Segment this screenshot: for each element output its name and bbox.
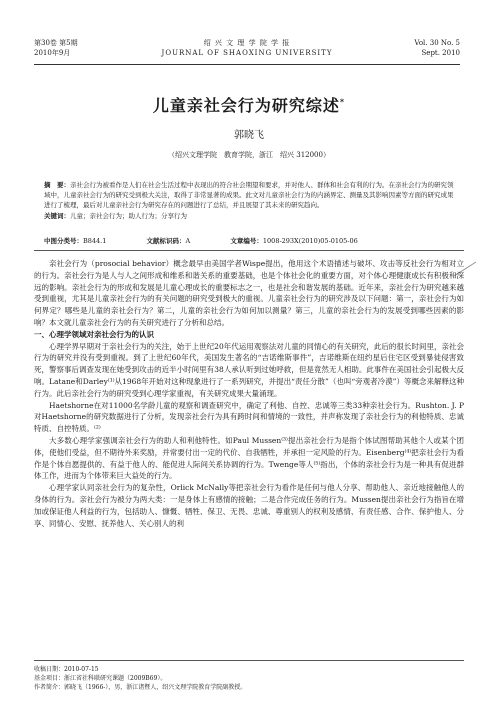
title-text: 儿童亲社会行为研究综述 <box>152 96 340 115</box>
affiliation: （绍兴文理学院 教育学院，浙江 绍兴 312000） <box>168 151 330 159</box>
header-center <box>34 38 460 58</box>
author-name: 郭晓飞 <box>234 130 264 141</box>
article-number-label: 文章编号： <box>230 237 263 245</box>
footnote-received: 收稿日期：2010-07-15 <box>34 666 99 673</box>
footnote-funding: 基金项目：浙江省社科联研究课题（2009B69）。 <box>34 675 167 682</box>
paragraph: 亲社会行为（prosocial behavior）概念最早由美国学者Wispe提出，他用这个术语描述与破坏、攻击等反社会行为相对立的行为。亲社会行为是人与人之间形成和维系和谐关系的重要基础，也是个体社会化的重要方面，对个体心理健康成长有积极和深远的影响。亲社会行为的形成和发展是儿童心理成长的重要标志之一，也是社会和谐发展的基础。近年来，亲社会行为研究越来越受到重视，尤其是儿童亲社会行为的有关问题的研究受到极大的重视。儿童亲社会行为的研究涉及以下问题：第一，亲社会行为如何界定？哪些是儿童的亲社会行为？第二，儿童的亲社会行为如何加以测量？第三，儿童的亲社会行为的发展受到哪些因素的影响？本文就儿童亲社会行为的有关研究进行了分析和总结。 <box>34 259 464 327</box>
header-right <box>414 38 460 58</box>
footnotes <box>34 660 464 692</box>
keywords-label: 关键词： <box>44 211 70 220</box>
body-text <box>34 258 464 529</box>
doc-code-value: A <box>185 237 191 245</box>
date-cn: 2010年9月 <box>34 49 71 57</box>
clc-label: 中图分类号： <box>44 237 83 245</box>
abstract <box>44 180 456 221</box>
journal-name-cn: 绍 兴 文 理 学 院 学 报 <box>203 39 291 47</box>
classification-line <box>44 236 464 245</box>
volume-cn: 第30卷 第5期 <box>34 39 78 47</box>
paragraph: Haetshorne在对11000名学龄儿童的观察和调查研究中，确定了利他、自控、忠诚等三类33种亲社会行为。Rushton. J. P对Haetshorne的研究数据进行了分析，发现亲社会行为具有跨时间和情境的一致性，并声称发现了亲社会行为的利他特质、忠诚特质、自控特质。⁽²⁾ <box>34 400 464 434</box>
separator-line <box>34 250 464 251</box>
running-header <box>34 38 460 65</box>
clc-value: B844.1 <box>83 237 107 245</box>
doc-code-label: 文献标识码： <box>146 237 186 245</box>
keywords <box>44 211 456 221</box>
paragraph: 大多数心理学家强调亲社会行为的助人和利他特性。如Paul Mussen⁽³⁾提出亲社会行为是指个体试图帮助其他个人或某个团体，使他们受益，但不期待外来奖励，并常要付出一定的代价、自我牺牲，并承担一定风险的行为。Eisenberg⁽⁴⁾把亲社会行为看作是个体自愿提供的、有益于他人的、能促进人际间关系协调的行为。Twenge等人⁽⁵⁾指出，个体的亲社会行为是一种具有促进群体工作，进而为个体带来巨大益处的行为。 <box>34 435 464 481</box>
section-heading: 一、心理学领域对亲社会行为的认识 <box>34 329 154 339</box>
paragraph: 心理学家认同亲社会行为的复杂性，Orlick McNally等把亲社会行为看作是任何与他人分享、帮助他人、亲近地接触他人的身体的行为。亲社会行为被分为两大类：一是身体上有感情的接触；二是合作完成任务的行为。Mussen提出亲社会行为指旨在增加或保证他人利益的行为，包括助人、慷慨、牺牲、保卫、无畏、忠诚、尊重别人的权利及感情、有责任感、合作、保护他人、分享、同情心、安慰、抚养他人、关心别人的利 <box>34 483 464 528</box>
article-number-value: 1008-293X(2010)05-0105-06 <box>262 237 358 245</box>
keywords-text: 儿童；亲社会行为；助人行为；分享行为 <box>70 211 187 220</box>
abstract-text: 亲社会行为被看作是人们在社会生活过程中表现出的符合社会期望和要求，并对他人、群体和社会有利的行为。在亲社会行为的研究领域中，儿童亲社会行为的研究受到极大关注，取得了非常显著的成果。此文对儿童亲社会行为的内涵界定、测量及其影响因素等方面的研究成果进行了梳理，最后对儿童亲社会行为研究存在的问题进行了总结，并且展望了其未来的研究趋向。 <box>44 181 454 210</box>
abstract-label: 摘 要： <box>44 181 70 189</box>
footnote-author-bio: 作者简介：郭晓飞（1966-），男，浙江诸暨人，绍兴文理学院教育学院副教授。 <box>34 684 247 691</box>
title-footnote-mark: * <box>339 96 346 107</box>
paragraph: 心理学界早期对于亲社会行为的关注，始于上世纪20年代运用观察法对儿童的同情心的有关研究，此后的很长时间里，亲社会行为的研究并没有受到重视。到了上世纪60年代，美国发生著名的“吉诺维斯事件”，吉诺维斯在纽约星后住宅区受到暴徒侵害致死，警察事后调查发现在她受到攻击的近半小时间里有38人承认听到过她呼救，但是竟然无人相助。此事件在美国社会引起极大反响。Latane和Darley⁽¹⁾从1968年开始对这种现象进行了一系列研究，并提出“责任分散”（也叫“旁观者冷漠”）等概念来解释这种行为。此后亲社会行为的研究受到心理学家重视，有关研究成果大量涌现。 <box>34 341 464 398</box>
journal-name-en: JOURNAL OF SHAOXING UNIVERSITY <box>161 49 333 57</box>
paper-title <box>0 93 498 116</box>
volume-en: Vol. 30 No. 5 <box>414 39 460 47</box>
date-en: Sept. 2010 <box>421 49 460 57</box>
